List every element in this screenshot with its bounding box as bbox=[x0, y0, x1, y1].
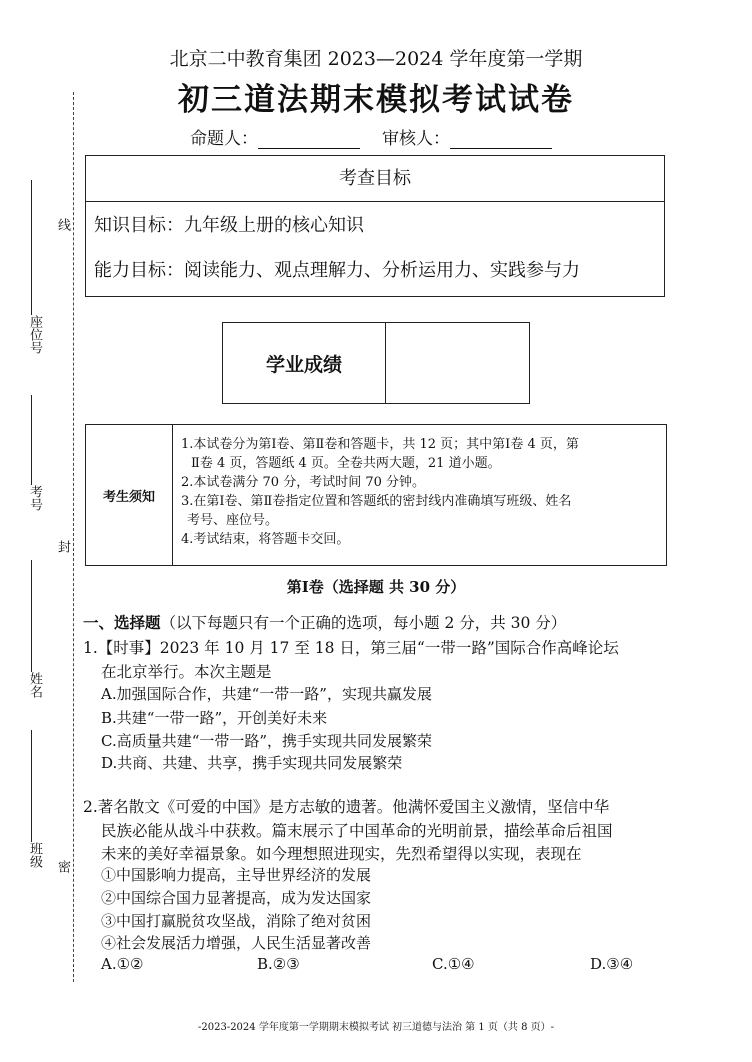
seat-number-label: 座位号 bbox=[27, 315, 42, 354]
section-heading-bold: 一、选择题 bbox=[83, 614, 161, 632]
reviewer-label: 审核人： bbox=[382, 129, 450, 149]
class-label: 班级 bbox=[27, 842, 42, 868]
organization-line: 北京二中教育集团 2023—2024 学年度第一学期 bbox=[169, 48, 583, 70]
q1-option-c[interactable]: C.高质量共建“一带一路”，携手实现共同发展繁荣 bbox=[101, 732, 433, 750]
ability-objective: 能力目标：阅读能力、观点理解力、分析运用力、实践参与力 bbox=[94, 260, 580, 281]
q2-stem-line: 未来的美好幸福景象。如今理想照进现实，先烈希望得以实现，表现在 bbox=[101, 845, 582, 863]
knowledge-objective: 知识目标：九年级上册的核心知识 bbox=[94, 215, 364, 236]
q2-statement-4: ④社会发展活力增强，人民生活显著改善 bbox=[101, 934, 372, 952]
notice-line: 4.考试结束，将答题卡交回。 bbox=[181, 532, 350, 547]
q1-option-a[interactable]: A.加强国际合作，共建“一带一路”，实现共赢发展 bbox=[101, 685, 432, 703]
notice-line: Ⅱ卷 4 页，答题纸 4 页。全卷共两大题，21 道小题。 bbox=[191, 456, 501, 471]
q1-stem-line: 1.【时事】2023 年 10 月 17 至 18 日，第三届“一带一路”国际合作高峰论坛 bbox=[83, 639, 619, 657]
exam-number-label: 考号 bbox=[27, 485, 42, 511]
q2-statement-3: ③中国打赢脱贫攻坚战，消除了绝对贫困 bbox=[101, 912, 372, 930]
section-title: 第Ⅰ卷（选择题 共 30 分） bbox=[286, 578, 466, 596]
signature-row bbox=[190, 124, 574, 149]
objectives-box bbox=[85, 155, 665, 297]
binding-char-xian: 线 bbox=[55, 218, 70, 231]
notice-label: 考生须知 bbox=[86, 425, 173, 565]
q1-option-b[interactable]: B.共建“一带一路”，开创美好未来 bbox=[101, 709, 328, 727]
exam-title: 初三道法期末模拟考试试卷 bbox=[178, 82, 574, 118]
class-field[interactable] bbox=[25, 730, 42, 868]
binding-char-mi: 密 bbox=[55, 860, 70, 873]
page-footer: -2023-2024 学年度第一学期期末模拟考试 初三道德与法治 第 1 页（共 8 页）- bbox=[197, 1022, 554, 1033]
q2-choice-a[interactable]: A.①② bbox=[101, 955, 144, 973]
q2-statement-2: ②中国综合国力显著提高，成为发达国家 bbox=[101, 889, 372, 907]
exam-number-field[interactable] bbox=[25, 395, 42, 511]
notice-content bbox=[173, 425, 666, 565]
q2-stem-line: 民族必能从战斗中获救。篇末展示了中国革命的光明前景，描绘革命后祖国 bbox=[101, 822, 613, 840]
exam-notice-box bbox=[85, 424, 667, 566]
notice-line: 2.本试卷满分 70 分，考试时间 70 分钟。 bbox=[181, 475, 426, 490]
score-box bbox=[222, 322, 530, 404]
setter-blank[interactable] bbox=[258, 132, 360, 149]
notice-line: 1.本试卷分为第Ⅰ卷、第Ⅱ卷和答题卡，共 12 页；其中第Ⅰ卷 4 页，第 bbox=[181, 437, 579, 452]
score-value-cell[interactable] bbox=[386, 323, 529, 403]
setter-label: 命题人： bbox=[190, 129, 258, 149]
q1-option-d[interactable]: D.共商、共建、共享，携手实现共同发展繁荣 bbox=[101, 754, 403, 772]
score-label: 学业成绩 bbox=[223, 323, 386, 403]
section-heading-rest: （以下每题只有一个正确的选项，每小题 2 分，共 30 分） bbox=[160, 614, 567, 632]
q1-stem-line: 在北京举行。本次主题是 bbox=[101, 663, 272, 681]
name-label: 姓名 bbox=[27, 672, 42, 698]
section-heading bbox=[83, 611, 566, 633]
objectives-heading: 考查目标 bbox=[86, 156, 664, 202]
q2-stem-line: 2.著名散文《可爱的中国》是方志敏的遗著。他满怀爱国主义激情，坚信中华 bbox=[83, 798, 610, 816]
seat-number-field[interactable] bbox=[25, 180, 42, 354]
q2-choice-d[interactable]: D.③④ bbox=[590, 955, 634, 973]
binding-dashed-line bbox=[73, 92, 74, 982]
binding-char-feng: 封 bbox=[55, 540, 70, 553]
notice-line: 3.在第Ⅰ卷、第Ⅱ卷指定位置和答题纸的密封线内准确填写班级、姓名 bbox=[181, 494, 572, 509]
q2-choice-b[interactable]: B.②③ bbox=[257, 955, 300, 973]
reviewer-blank[interactable] bbox=[450, 132, 552, 149]
q2-choice-c[interactable]: C.①④ bbox=[432, 955, 475, 973]
q2-statement-1: ①中国影响力提高，主导世界经济的发展 bbox=[101, 866, 372, 884]
notice-line: 考号、座位号。 bbox=[187, 513, 279, 528]
